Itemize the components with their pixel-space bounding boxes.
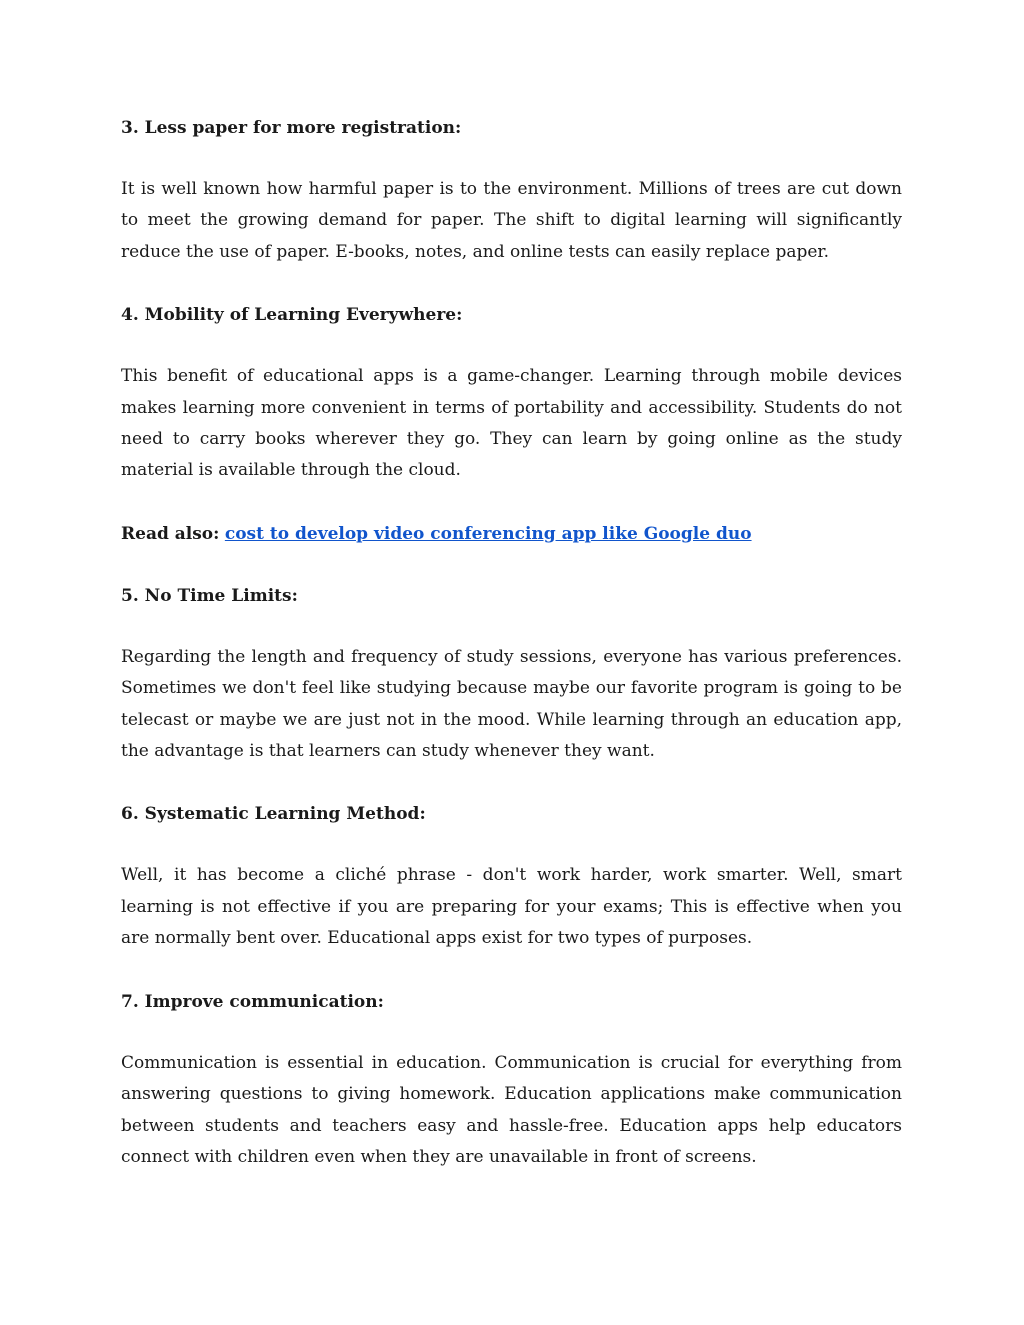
- section-heading-communication: 7. Improve communication:: [121, 991, 384, 1012]
- document-page: [121, 112, 902, 1204]
- section-heading-mobility: 4. Mobility of Learning Everywhere:: [121, 305, 463, 326]
- section-heading-no-time-limits: 5. No Time Limits:: [121, 585, 298, 606]
- read-also-line: [121, 518, 902, 550]
- section-body-less-paper: It is well known how harmful paper is to the environment. Millions of trees are cut down to meet the growing demand for paper. The shift to digital learning will significantly reduce the use of paper. E-books, notes, and online tests can easily replace paper.: [121, 179, 902, 262]
- section-body-mobility: This benefit of educational apps is a game-changer. Learning through mobile devices makes learning more convenient in terms of portability and accessibility. Students do not need to carry books wherever they go. They can learn by going online as the study material is available through the cloud.: [121, 366, 902, 481]
- section-body-communication: Communication is essential in education. Communication is crucial for everything from answering questions to giving homework. Education applications make communication between students and teachers easy and hassle-free. Education apps help educators connect with children even when they are unavailable in front of screens.: [121, 1052, 902, 1167]
- section-heading-systematic-learning: 6. Systematic Learning Method:: [121, 804, 426, 825]
- section-body-systematic-learning: Well, it has become a cliché phrase - don't work harder, work smarter. Well, smart learning is not effective if you are preparing for your exams; This is effective when you are normally bent over. Educational apps exist for two types of purposes.: [121, 865, 902, 949]
- read-also-label: Read also:: [121, 523, 220, 544]
- section-body-no-time-limits: Regarding the length and frequency of study sessions, everyone has various preferences. Sometimes we don't feel like studying because maybe our favorite program is going to be telecast or maybe we are just not in the mood. While learning through an education app, the advantage is that learners can study whenever they want.: [121, 646, 902, 762]
- section-heading-less-paper: 3. Less paper for more registration:: [121, 118, 462, 138]
- read-also-link[interactable]: cost to develop video conferencing app like Google duo: [224, 523, 752, 544]
